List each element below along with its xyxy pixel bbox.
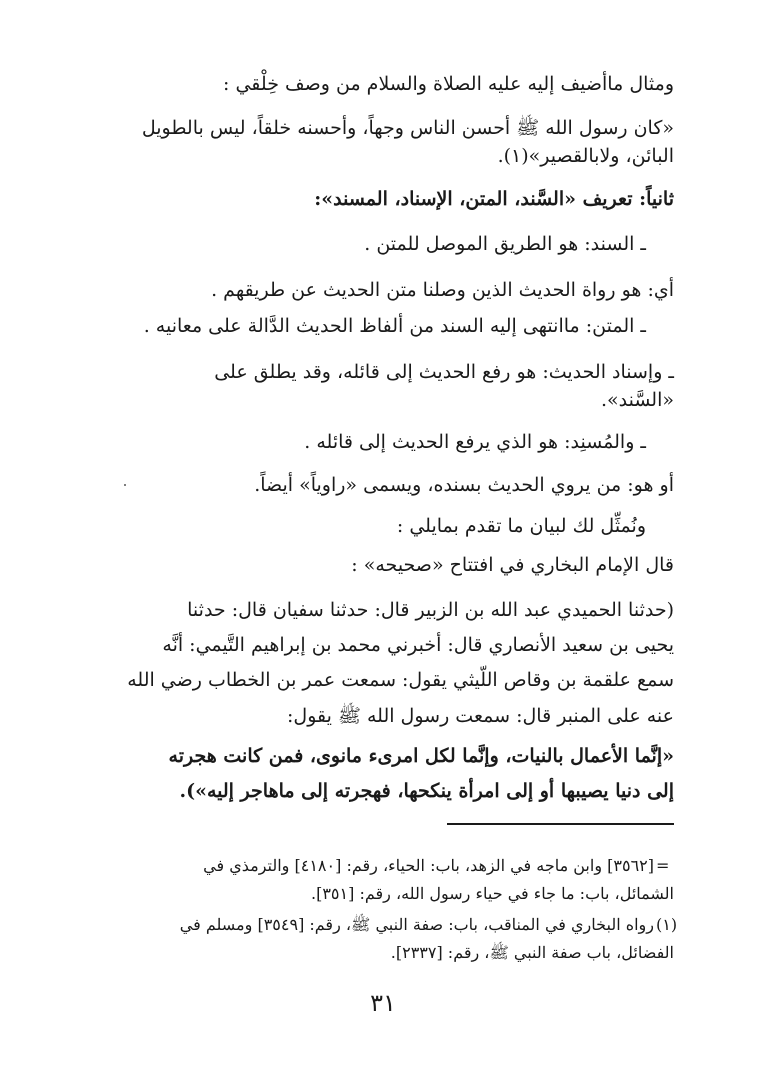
- hadith-quote-line: «كان رسول الله ﷺ أحسن الناس وجهاً، وأحسنه خلقاً، ليس بالطويل: [141, 117, 674, 139]
- footnote-number: (١): [656, 915, 678, 934]
- definition-musnid: ـ والمُسنِد: هو الذي يرفع الحديث إلى قائله .: [304, 431, 646, 453]
- definition-musnid-alt: أو هو: من يروي الحديث بسنده، ويسمى «راوياً» أيضاً.: [254, 474, 674, 496]
- definition-explanation: أي: هو رواة الحديث الذين وصلنا متن الحديث عن طريقهم .: [211, 279, 674, 301]
- definition-sanad: ـ السند: هو الطريق الموصل للمتن .: [364, 233, 646, 255]
- section-heading: ثانياً: تعريف «السَّند، المتن، الإسناد، المسند»:: [314, 188, 674, 210]
- hadith-matn-line: «إنَّما الأعمال بالنيات، وإنَّما لكل امرىء مانوى، فمن كانت هجرته: [168, 745, 674, 767]
- footnote-continuation-marker: =: [656, 856, 670, 875]
- hadith-matn-line: إلى دنيا يصيبها أو إلى امرأة ينكحها، فهجرته إلى ماهاجر إليه»).: [179, 780, 674, 802]
- definition-isnad-cont: «السَّند».: [600, 389, 674, 411]
- isnad-chain-line: يحيى بن سعيد الأنصاري قال: أخبرني محمد بن إبراهيم التَّيمي: أنَّه: [162, 634, 674, 656]
- text-line: ونُمثِّل لك لبيان ما تقدم بمايلي :: [396, 515, 646, 537]
- hadith-quote-line: البائن، ولابالقصير»(١).: [497, 145, 674, 167]
- isnad-chain-line: (حدثنا الحميدي عبد الله بن الزبير قال: حدثنا سفيان قال: حدثنا: [187, 599, 674, 621]
- scan-speck: [124, 484, 126, 486]
- footnote-separator: [447, 823, 674, 825]
- text-line: ومثال ماأضيف إليه عليه الصلاة والسلام من وصف خِلْقي :: [223, 73, 674, 95]
- definition-isnad: ـ وإسناد الحديث: هو رفع الحديث إلى قائله، وقد يطلق على: [214, 361, 674, 383]
- footnote-continuation: [٣٥٦٢] وابن ماجه في الزهد، باب: الحياء، رقم: [٤١٨٠] والترمذي في: [203, 856, 654, 875]
- text-line: قال الإمام البخاري في افتتاح «صحيحه» :: [351, 554, 674, 576]
- definition-matn: ـ المتن: ماانتهى إليه السند من ألفاظ الحديث الدَّالة على معانيه .: [143, 315, 646, 337]
- page-number: ٣١: [370, 989, 396, 1017]
- isnad-chain-line: سمع علقمة بن وقاص اللّيثي يقول: سمعت عمر بن الخطاب رضي الله: [127, 669, 674, 691]
- isnad-chain-line: عنه على المنبر قال: سمعت رسول الله ﷺ يقول:: [287, 705, 674, 727]
- footnote-text: رواه البخاري في المناقب، باب: صفة النبي ﷺ، رقم: [٣٥٤٩] ومسلم في: [179, 915, 654, 934]
- footnote-text: الفضائل، باب صفة النبي ﷺ، رقم: [٢٣٣٧].: [390, 943, 674, 962]
- footnote-continuation: الشمائل، باب: ما جاء في حياء رسول الله، رقم: [٣٥١].: [311, 884, 674, 903]
